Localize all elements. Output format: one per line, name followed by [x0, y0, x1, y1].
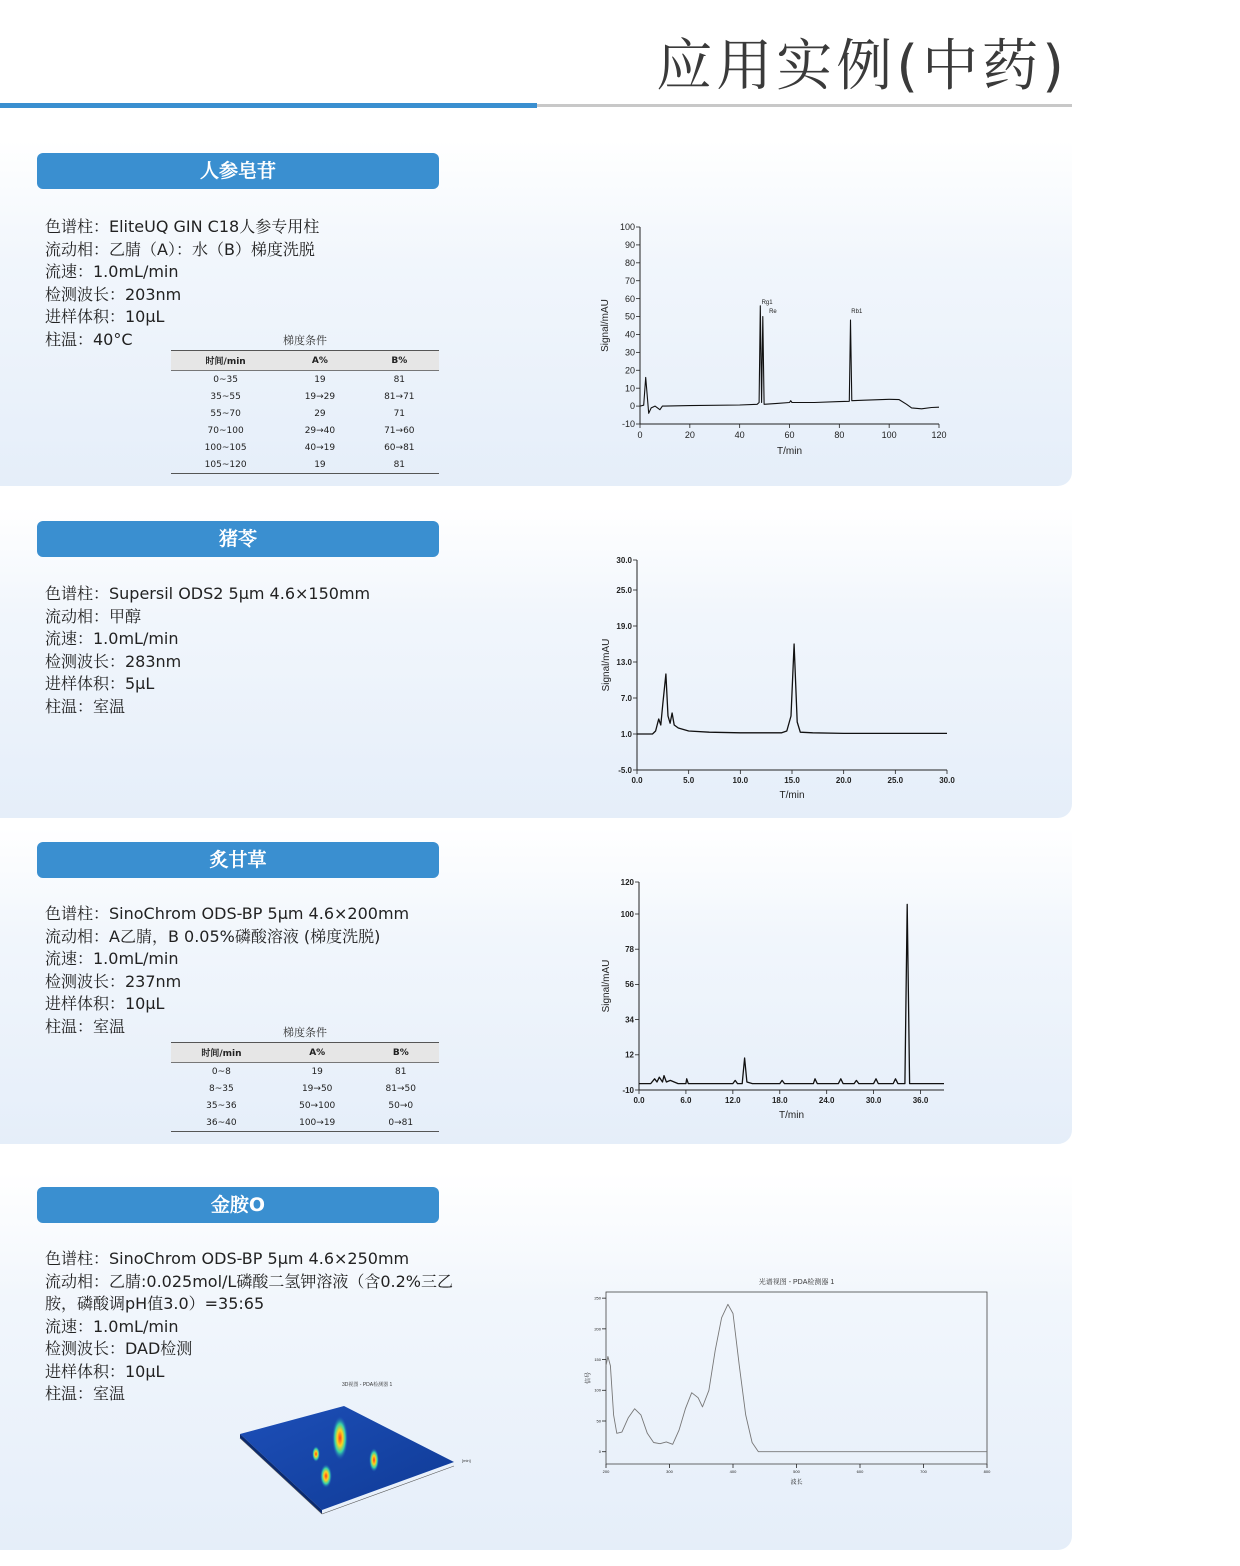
- cell: 40→19: [304, 442, 336, 453]
- surface-plot-title: 3D视图 - PDA检测器 1: [342, 1382, 393, 1388]
- y-tick-label: 0: [629, 401, 635, 412]
- y-tick-label: 10: [624, 383, 635, 394]
- param-flow-rate: 流速：1.0mL/min: [45, 1316, 179, 1336]
- cell: 50→100: [299, 1100, 336, 1111]
- y-tick-label: 78: [625, 945, 634, 954]
- param-column-temp: 柱温：室温: [45, 696, 126, 716]
- cell: 19→29: [304, 391, 336, 402]
- y-tick-label: -5.0: [618, 765, 632, 775]
- x-tick-label: 200: [602, 1469, 610, 1474]
- table-row: [171, 456, 439, 474]
- cell: 81: [393, 374, 406, 385]
- cell: 36~40: [171, 1114, 272, 1132]
- y-tick-label: 90: [624, 240, 635, 251]
- y-axis-label: 信号: [586, 1371, 592, 1385]
- y-tick-label: 30: [624, 347, 635, 358]
- param-column-temp: 柱温：室温: [45, 1384, 126, 1403]
- cell: 29→40: [304, 425, 336, 436]
- gradient-title: 梯度条件: [283, 1026, 327, 1039]
- y-tick-label: 250: [594, 1295, 601, 1301]
- x-axis-label: T/min: [779, 790, 805, 800]
- table-row: [171, 1080, 439, 1097]
- x-tick-label: 25.0: [887, 776, 904, 785]
- x-tick-label: 30.0: [865, 1096, 882, 1105]
- table-row: [171, 1097, 439, 1114]
- method-params: [45, 903, 409, 1038]
- pda-3d-surface-plot: [222, 1376, 482, 1551]
- x-tick-label: 300: [666, 1469, 673, 1474]
- param-mobile-phase: 流动相：A乙腈，B 0.05%磷酸溶液 (梯度洗脱): [45, 926, 381, 946]
- x-tick-label: 18.0: [771, 1096, 788, 1105]
- chromatogram-polyporus: [590, 550, 970, 800]
- param-injection-volume: 进样体积：10μL: [45, 1361, 165, 1381]
- cell: 71: [393, 408, 406, 419]
- col-header: A%: [280, 351, 359, 371]
- x-tick-label: 5.0: [683, 776, 695, 785]
- y-tick-label: 20: [624, 365, 635, 376]
- cell: 81→71: [384, 391, 415, 402]
- y-tick-label: 70: [624, 275, 635, 286]
- cell: 71→60: [384, 425, 415, 436]
- chart-title: 光谱视图 - PDA检测器 1: [758, 1279, 835, 1286]
- x-axis-label: T/min: [779, 1110, 804, 1121]
- param-injection-volume: 进样体积：10μL: [45, 994, 165, 1013]
- param-flow-rate: 流速：1.0mL/min: [45, 262, 179, 281]
- y-tick-label: 34: [625, 1015, 634, 1025]
- x-tick-label: 700: [920, 1469, 927, 1474]
- y-tick-label: 13.0: [616, 657, 632, 667]
- param-column: 色谱柱：SinoChrom ODS-BP 5μm 4.6×250mm: [45, 1249, 410, 1268]
- cell: 81→50: [385, 1083, 416, 1094]
- y-tick-label: 7.0: [620, 693, 632, 703]
- col-header: 时间/min: [171, 1043, 272, 1063]
- surface-axis-unit: [min]: [462, 1458, 471, 1463]
- section-header: 人参皂苷: [37, 153, 439, 189]
- x-axis-label: T/min: [777, 446, 802, 457]
- cell: 0~8: [211, 1066, 231, 1077]
- param-column-temp: 柱温：40°C: [45, 329, 133, 349]
- cell: 0→81: [363, 1114, 439, 1132]
- cell: 19: [314, 374, 326, 385]
- x-tick-label: 12.0: [725, 1096, 741, 1105]
- table-row: [171, 422, 439, 439]
- col-header: B%: [360, 351, 439, 371]
- param-mobile-phase: 流动相：乙腈:0.025mol/L磷酸二氢钾溶液（含0.2%三乙胺，磷酸调pH值3.0）=35:65: [45, 1271, 453, 1313]
- col-header: 时间/min: [171, 351, 280, 371]
- y-tick-label: 19.0: [616, 621, 632, 631]
- x-tick-label: 100: [881, 430, 897, 440]
- param-column: 色谱柱：SinoChrom ODS-BP 5μm 4.6×200mm: [45, 904, 410, 923]
- x-tick-label: 6.0: [680, 1096, 692, 1105]
- series-line: [637, 644, 947, 734]
- table-row: [171, 1063, 439, 1081]
- cell: 35~55: [210, 391, 241, 402]
- cell: 105~120: [171, 456, 280, 474]
- series-line: [640, 306, 939, 414]
- x-tick-label: 10.0: [732, 776, 749, 785]
- y-tick-label: 30.0: [616, 555, 632, 565]
- peak-label: Rb1: [851, 308, 863, 315]
- param-flow-rate: 流速：1.0mL/min: [45, 629, 179, 648]
- peak-label: Re: [769, 308, 777, 315]
- cell: 100→19: [272, 1114, 363, 1132]
- peak-label: Rg1: [761, 299, 773, 306]
- x-axis-label: 波长: [790, 1480, 803, 1486]
- page-title: 应用实例(中药): [656, 34, 1068, 99]
- y-tick-label: 120: [620, 877, 634, 887]
- x-tick-label: 600: [856, 1469, 864, 1474]
- y-tick-label: 80: [624, 257, 635, 268]
- y-axis-label: Signal/mAU: [600, 299, 611, 352]
- cell: 29: [314, 408, 326, 419]
- cell: 50→0: [388, 1100, 414, 1111]
- y-tick-label: 100: [594, 1387, 601, 1393]
- cell: 35~36: [206, 1100, 237, 1111]
- y-tick-label: 50: [624, 311, 635, 322]
- cell: 8~35: [209, 1083, 234, 1094]
- x-tick-label: 800: [983, 1469, 991, 1474]
- cell: 100~105: [204, 442, 247, 453]
- method-params: [45, 583, 370, 718]
- y-tick-label: 1.0: [620, 729, 632, 739]
- cell: 60→81: [384, 442, 415, 453]
- table-row: [171, 388, 439, 405]
- param-flow-rate: 流速：1.0mL/min: [45, 949, 179, 968]
- col-header: A%: [272, 1043, 363, 1063]
- pda-spectrum-chart: [582, 1276, 1002, 1506]
- param-mobile-phase: 流动相：甲醇: [45, 606, 142, 626]
- cell: 70~100: [207, 425, 244, 436]
- param-column-temp: 柱温：室温: [45, 1016, 126, 1036]
- x-tick-label: 500: [793, 1469, 800, 1474]
- cell: 55~70: [210, 408, 241, 419]
- method-params: [45, 216, 319, 351]
- param-wavelength: 检测波长：283nm: [45, 651, 182, 671]
- x-tick-label: 36.0: [912, 1096, 929, 1105]
- param-wavelength: 检测波长：203nm: [45, 284, 182, 304]
- cell: 0~35: [213, 374, 238, 385]
- y-tick-label: -10: [621, 419, 635, 430]
- y-tick-label: 50: [596, 1418, 601, 1424]
- section-header: 金胺O: [37, 1187, 439, 1223]
- x-tick-label: 40: [734, 430, 745, 440]
- table-row: [171, 1114, 439, 1132]
- y-tick-label: 25.0: [616, 585, 632, 595]
- gradient-title: 梯度条件: [283, 334, 327, 347]
- chromatogram-licorice: [590, 872, 970, 1127]
- table-row: [171, 405, 439, 422]
- table-row: [171, 371, 439, 389]
- header-rule: [537, 104, 1072, 107]
- x-tick-label: 20: [684, 430, 695, 440]
- gradient-table: [171, 350, 439, 474]
- cell: 81: [395, 1066, 407, 1077]
- x-tick-label: 20.0: [835, 776, 852, 785]
- param-column: 色谱柱：Supersil ODS2 5μm 4.6×150mm: [45, 584, 371, 603]
- param-mobile-phase: 流动相：乙腈（A）：水（B）梯度洗脱: [45, 239, 315, 259]
- y-axis-label: Signal/mAU: [601, 638, 612, 692]
- x-tick-label: 30.0: [939, 776, 955, 785]
- plot-frame: [606, 1292, 987, 1464]
- series-line: [606, 1304, 987, 1451]
- y-tick-label: -10: [622, 1085, 634, 1095]
- y-tick-label: 100: [619, 222, 635, 233]
- y-tick-label: 12: [625, 1050, 634, 1060]
- y-tick-label: 0: [598, 1449, 601, 1455]
- y-tick-label: 200: [594, 1326, 601, 1332]
- y-tick-label: 40: [624, 329, 635, 340]
- section-header: 炙甘草: [37, 842, 439, 878]
- x-tick-label: 80: [834, 430, 845, 440]
- param-wavelength: 检测波长：DAD检测: [45, 1339, 193, 1358]
- cell: 19: [280, 456, 359, 474]
- y-tick-label: 150: [594, 1356, 601, 1362]
- x-tick-label: 400: [729, 1469, 737, 1474]
- y-tick-label: 56: [625, 980, 634, 990]
- x-tick-label: 15.0: [784, 776, 800, 785]
- x-tick-label: 120: [931, 430, 947, 440]
- param-wavelength: 检测波长：237nm: [45, 971, 182, 991]
- cell: 19→50: [301, 1083, 333, 1094]
- x-tick-label: 0.0: [633, 1096, 645, 1105]
- x-tick-label: 0.0: [631, 776, 643, 785]
- cell: 81: [360, 456, 439, 474]
- section-header: 猪苓: [37, 521, 439, 557]
- table-row: [171, 439, 439, 456]
- cell: 19: [311, 1066, 323, 1077]
- x-tick-label: 60: [784, 430, 795, 440]
- chromatogram-ginsenoside: [590, 215, 970, 465]
- x-tick-label: 0: [637, 430, 643, 440]
- y-axis-label: Signal/mAU: [601, 959, 612, 1013]
- series-line: [639, 904, 944, 1083]
- param-column: 色谱柱：EliteUQ GIN C18人参专用柱: [45, 217, 320, 236]
- y-tick-label: 60: [624, 293, 635, 304]
- gradient-table: [171, 1042, 439, 1132]
- col-header: B%: [363, 1043, 439, 1063]
- x-tick-label: 24.0: [818, 1096, 835, 1105]
- param-injection-volume: 进样体积：5μL: [45, 674, 155, 693]
- header-rule-accent: [0, 103, 537, 108]
- param-injection-volume: 进样体积：10μL: [45, 307, 165, 326]
- y-tick-label: 100: [620, 909, 634, 919]
